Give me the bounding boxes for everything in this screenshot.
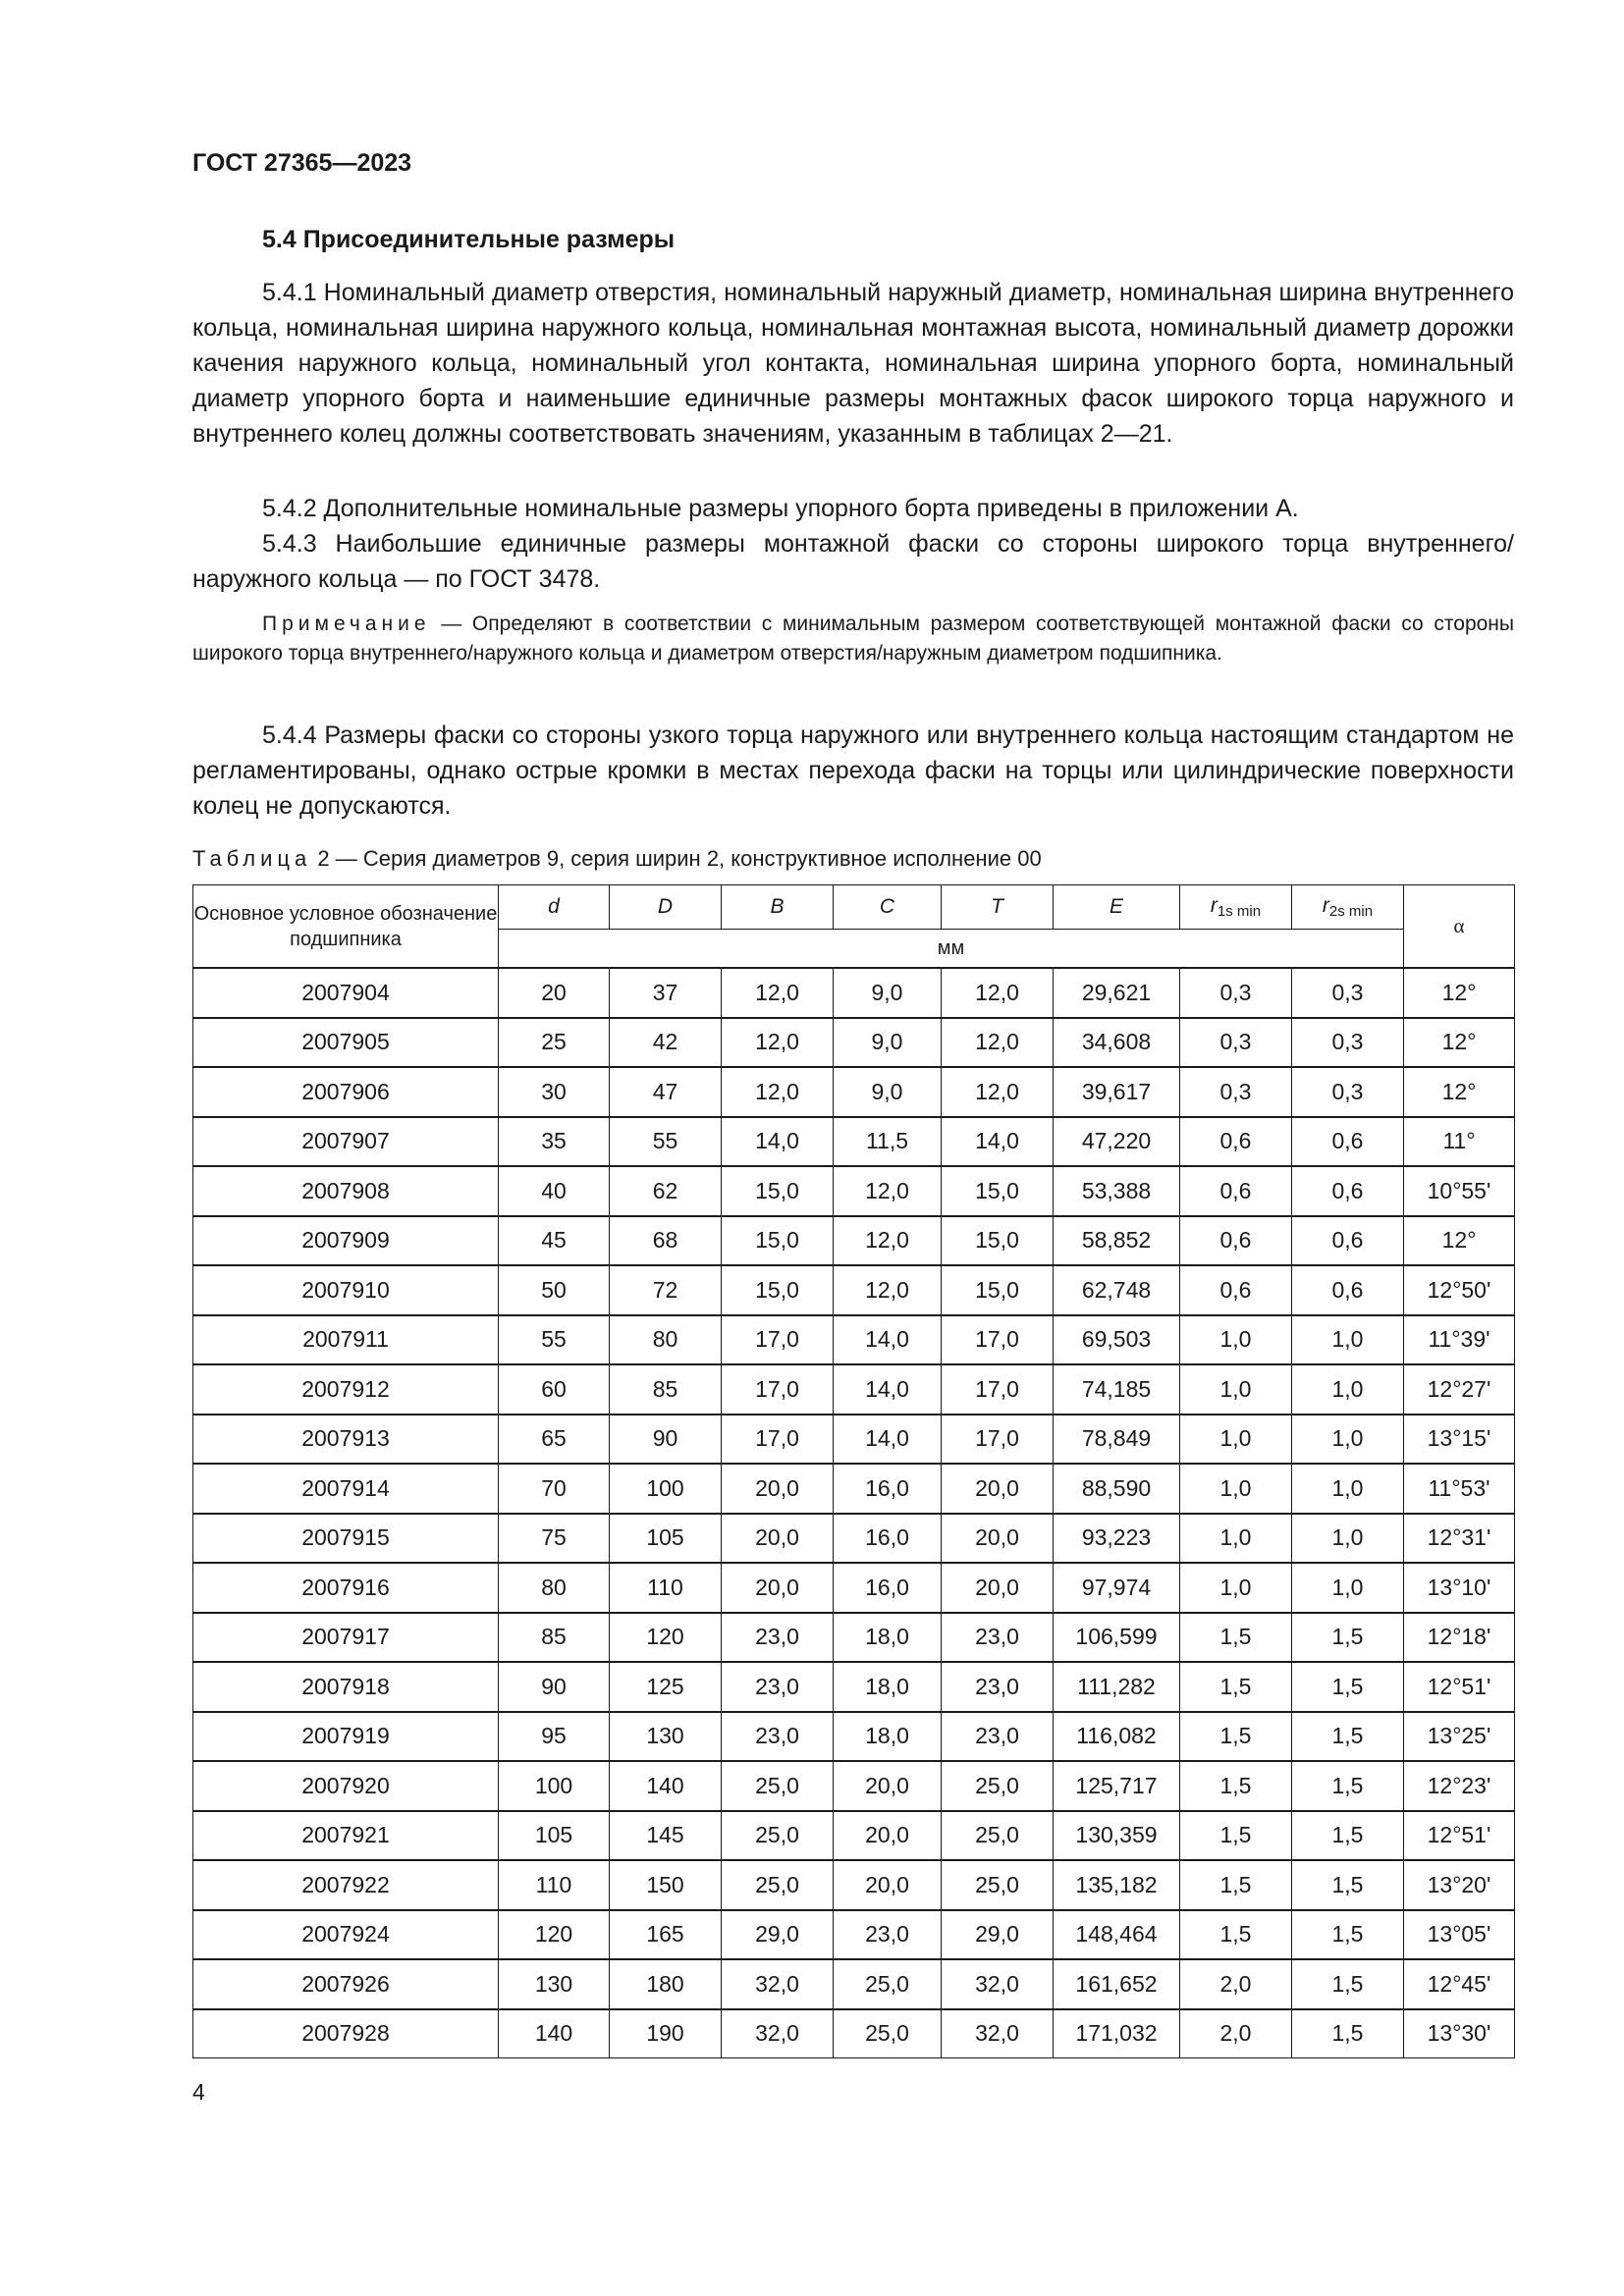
cell-E: 161,652 bbox=[1054, 1959, 1180, 2009]
cell-d: 65 bbox=[499, 1415, 610, 1465]
cell-T: 20,0 bbox=[942, 1464, 1054, 1514]
table-row bbox=[193, 1959, 1515, 2009]
cell-T: 12,0 bbox=[942, 968, 1054, 1018]
cell-r1s-min: 1,0 bbox=[1180, 1415, 1292, 1465]
cell-d: 95 bbox=[499, 1712, 610, 1762]
cell-r2s-min: 1,5 bbox=[1292, 1613, 1404, 1663]
cell-C: 18,0 bbox=[834, 1712, 942, 1762]
cell-C: 18,0 bbox=[834, 1662, 942, 1712]
paragraph-5-4-3: 5.4.3 Наибольшие единичные размеры монтажной фаски со стороны широкого торца внутреннего/наружного кольца — по ГОСТ 3478. bbox=[192, 530, 1514, 593]
cell-E: 62,748 bbox=[1054, 1265, 1180, 1315]
cell-T: 23,0 bbox=[942, 1712, 1054, 1762]
cell-C: 20,0 bbox=[834, 1761, 942, 1811]
cell-r1s-min: 1,0 bbox=[1180, 1315, 1292, 1365]
cell-alpha: 12°27' bbox=[1404, 1364, 1515, 1415]
cell-E: 106,599 bbox=[1054, 1613, 1180, 1663]
table-row bbox=[193, 968, 1515, 1018]
cell-D: 42 bbox=[610, 1018, 722, 1068]
cell-r1s-min: 2,0 bbox=[1180, 2009, 1292, 2058]
cell-designation: 2007922 bbox=[193, 1860, 499, 1910]
cell-C: 25,0 bbox=[834, 1959, 942, 2009]
cell-D: 85 bbox=[610, 1364, 722, 1415]
cell-B: 17,0 bbox=[722, 1364, 834, 1415]
cell-C: 14,0 bbox=[834, 1415, 942, 1465]
cell-T: 14,0 bbox=[942, 1117, 1054, 1167]
cell-B: 15,0 bbox=[722, 1265, 834, 1315]
table-row bbox=[193, 1018, 1515, 1068]
cell-r1s-min: 0,3 bbox=[1180, 1067, 1292, 1117]
cell-D: 62 bbox=[610, 1166, 722, 1216]
cell-alpha: 12°18' bbox=[1404, 1613, 1515, 1663]
cell-alpha: 13°10' bbox=[1404, 1563, 1515, 1613]
cell-d: 70 bbox=[499, 1464, 610, 1514]
cell-d: 25 bbox=[499, 1018, 610, 1068]
cell-r1s-min: 0,3 bbox=[1180, 1018, 1292, 1068]
cell-d: 45 bbox=[499, 1216, 610, 1266]
table-caption bbox=[192, 846, 1042, 872]
cell-C: 12,0 bbox=[834, 1166, 942, 1216]
cell-E: 135,182 bbox=[1054, 1860, 1180, 1910]
cell-alpha: 12° bbox=[1404, 1067, 1515, 1117]
cell-T: 25,0 bbox=[942, 1860, 1054, 1910]
cell-E: 78,849 bbox=[1054, 1415, 1180, 1465]
cell-d: 120 bbox=[499, 1910, 610, 1960]
table-caption-text: 2 — Серия диаметров 9, серия ширин 2, конструктивное исполнение 00 bbox=[311, 846, 1042, 871]
note-label: Примечание bbox=[262, 613, 431, 635]
cell-D: 105 bbox=[610, 1514, 722, 1564]
cell-r2s-min: 1,5 bbox=[1292, 2009, 1404, 2058]
cell-B: 23,0 bbox=[722, 1712, 834, 1762]
cell-C: 16,0 bbox=[834, 1563, 942, 1613]
cell-designation: 2007917 bbox=[193, 1613, 499, 1663]
cell-E: 116,082 bbox=[1054, 1712, 1180, 1762]
cell-d: 85 bbox=[499, 1613, 610, 1663]
col-header-E: E bbox=[1054, 885, 1180, 930]
cell-r2s-min: 1,5 bbox=[1292, 1860, 1404, 1910]
cell-d: 140 bbox=[499, 2009, 610, 2058]
section-title: 5.4 Присоединительные размеры bbox=[262, 226, 676, 253]
cell-d: 60 bbox=[499, 1364, 610, 1415]
cell-alpha: 12°51' bbox=[1404, 1662, 1515, 1712]
cell-C: 20,0 bbox=[834, 1811, 942, 1861]
cell-E: 88,590 bbox=[1054, 1464, 1180, 1514]
cell-T: 20,0 bbox=[942, 1563, 1054, 1613]
cell-alpha: 13°15' bbox=[1404, 1415, 1515, 1465]
cell-B: 29,0 bbox=[722, 1910, 834, 1960]
cell-C: 25,0 bbox=[834, 2009, 942, 2058]
cell-T: 23,0 bbox=[942, 1613, 1054, 1663]
cell-B: 15,0 bbox=[722, 1216, 834, 1266]
cell-alpha: 13°25' bbox=[1404, 1712, 1515, 1762]
cell-D: 72 bbox=[610, 1265, 722, 1315]
cell-d: 90 bbox=[499, 1662, 610, 1712]
cell-D: 55 bbox=[610, 1117, 722, 1167]
note-text: — Определяют в соответствии с минимальным размером соответствующей монтажной фаски со стороны широкого торца внутреннего/наружного кольца и диаметром отверстия/наружным диаметром подшипника. bbox=[192, 613, 1514, 665]
cell-D: 100 bbox=[610, 1464, 722, 1514]
cell-D: 145 bbox=[610, 1811, 722, 1861]
cell-d: 130 bbox=[499, 1959, 610, 2009]
table-body bbox=[193, 968, 1515, 2058]
r2-symbol: r bbox=[1322, 894, 1329, 917]
cell-r2s-min: 1,0 bbox=[1292, 1315, 1404, 1365]
cell-C: 9,0 bbox=[834, 968, 942, 1018]
cell-B: 12,0 bbox=[722, 1018, 834, 1068]
cell-alpha: 13°05' bbox=[1404, 1910, 1515, 1960]
cell-r2s-min: 1,5 bbox=[1292, 1761, 1404, 1811]
cell-D: 140 bbox=[610, 1761, 722, 1811]
table-row bbox=[193, 1464, 1515, 1514]
cell-d: 40 bbox=[499, 1166, 610, 1216]
cell-r1s-min: 2,0 bbox=[1180, 1959, 1292, 2009]
cell-D: 150 bbox=[610, 1860, 722, 1910]
cell-r1s-min: 0,6 bbox=[1180, 1166, 1292, 1216]
cell-B: 12,0 bbox=[722, 968, 834, 1018]
cell-C: 14,0 bbox=[834, 1364, 942, 1415]
table-row bbox=[193, 1067, 1515, 1117]
units-header: мм bbox=[499, 930, 1404, 969]
col-header-B: B bbox=[722, 885, 834, 930]
cell-B: 20,0 bbox=[722, 1464, 834, 1514]
cell-B: 25,0 bbox=[722, 1860, 834, 1910]
table-row bbox=[193, 1662, 1515, 1712]
cell-E: 171,032 bbox=[1054, 2009, 1180, 2058]
cell-E: 111,282 bbox=[1054, 1662, 1180, 1712]
cell-E: 97,974 bbox=[1054, 1563, 1180, 1613]
cell-E: 125,717 bbox=[1054, 1761, 1180, 1811]
cell-r1s-min: 1,0 bbox=[1180, 1364, 1292, 1415]
cell-r1s-min: 1,0 bbox=[1180, 1563, 1292, 1613]
cell-alpha: 12°31' bbox=[1404, 1514, 1515, 1564]
cell-C: 16,0 bbox=[834, 1514, 942, 1564]
cell-B: 17,0 bbox=[722, 1315, 834, 1365]
cell-d: 100 bbox=[499, 1761, 610, 1811]
cell-r1s-min: 1,0 bbox=[1180, 1514, 1292, 1564]
table-caption-label: Таблица bbox=[192, 846, 312, 871]
document-header: ГОСТ 27365—2023 bbox=[192, 149, 412, 177]
cell-designation: 2007910 bbox=[193, 1265, 499, 1315]
table-row bbox=[193, 1364, 1515, 1415]
cell-E: 39,617 bbox=[1054, 1067, 1180, 1117]
cell-r1s-min: 0,6 bbox=[1180, 1117, 1292, 1167]
cell-r2s-min: 1,0 bbox=[1292, 1563, 1404, 1613]
paragraph-5-4-2: 5.4.2 Дополнительные номинальные размеры упорного борта приведены в приложении А. bbox=[262, 495, 1299, 522]
cell-B: 25,0 bbox=[722, 1761, 834, 1811]
cell-B: 23,0 bbox=[722, 1662, 834, 1712]
cell-B: 14,0 bbox=[722, 1117, 834, 1167]
cell-C: 18,0 bbox=[834, 1613, 942, 1663]
col-header-alpha: α bbox=[1404, 885, 1515, 969]
table-row bbox=[193, 1265, 1515, 1315]
cell-r1s-min: 1,5 bbox=[1180, 1761, 1292, 1811]
cell-T: 17,0 bbox=[942, 1415, 1054, 1465]
cell-alpha: 10°55' bbox=[1404, 1166, 1515, 1216]
r1-subscript: 1s min bbox=[1217, 903, 1262, 920]
cell-C: 16,0 bbox=[834, 1464, 942, 1514]
cell-r1s-min: 1,5 bbox=[1180, 1712, 1292, 1762]
cell-C: 11,5 bbox=[834, 1117, 942, 1167]
cell-r1s-min: 1,5 bbox=[1180, 1811, 1292, 1861]
cell-C: 20,0 bbox=[834, 1860, 942, 1910]
cell-designation: 2007916 bbox=[193, 1563, 499, 1613]
cell-T: 12,0 bbox=[942, 1067, 1054, 1117]
cell-alpha: 12° bbox=[1404, 1018, 1515, 1068]
cell-T: 23,0 bbox=[942, 1662, 1054, 1712]
cell-E: 34,608 bbox=[1054, 1018, 1180, 1068]
cell-alpha: 13°30' bbox=[1404, 2009, 1515, 2058]
table-row bbox=[193, 1117, 1515, 1167]
cell-D: 125 bbox=[610, 1662, 722, 1712]
col-header-T: T bbox=[942, 885, 1054, 930]
r1-symbol: r bbox=[1210, 894, 1218, 917]
cell-T: 17,0 bbox=[942, 1315, 1054, 1365]
table-header-row bbox=[193, 885, 1515, 930]
cell-designation: 2007928 bbox=[193, 2009, 499, 2058]
cell-B: 20,0 bbox=[722, 1514, 834, 1564]
cell-designation: 2007904 bbox=[193, 968, 499, 1018]
cell-D: 180 bbox=[610, 1959, 722, 2009]
paragraph-5-4-1: 5.4.1 Номинальный диаметр отверстия, номинальный наружный диаметр, номинальная ширина внутреннего кольца, номинальная ширина наружного кольца, номинальная монтажная высота, номинальный диаметр дорожки качения наружного кольца, номинальный угол контакта, номинальная ширина упорного борта, номинальный диаметр упорного борта и наименьшие единичные размеры монтажных фасок широкого торца наружного и внутреннего колец должны соответствовать значениям, указанным в таблицах 2—21. bbox=[192, 279, 1514, 448]
cell-B: 12,0 bbox=[722, 1067, 834, 1117]
cell-alpha: 12°45' bbox=[1404, 1959, 1515, 2009]
cell-designation: 2007926 bbox=[193, 1959, 499, 2009]
cell-r2s-min: 0,6 bbox=[1292, 1216, 1404, 1266]
cell-alpha: 12° bbox=[1404, 1216, 1515, 1266]
col-header-D: D bbox=[610, 885, 722, 930]
cell-B: 32,0 bbox=[722, 2009, 834, 2058]
cell-B: 17,0 bbox=[722, 1415, 834, 1465]
cell-C: 12,0 bbox=[834, 1265, 942, 1315]
cell-r2s-min: 1,5 bbox=[1292, 1959, 1404, 2009]
page-number: 4 bbox=[192, 2079, 205, 2105]
cell-designation: 2007913 bbox=[193, 1415, 499, 1465]
cell-r2s-min: 1,0 bbox=[1292, 1464, 1404, 1514]
cell-C: 23,0 bbox=[834, 1910, 942, 1960]
cell-C: 9,0 bbox=[834, 1018, 942, 1068]
cell-alpha: 11° bbox=[1404, 1117, 1515, 1167]
cell-r1s-min: 1,5 bbox=[1180, 1613, 1292, 1663]
cell-r2s-min: 1,0 bbox=[1292, 1415, 1404, 1465]
cell-T: 20,0 bbox=[942, 1514, 1054, 1564]
cell-alpha: 11°39' bbox=[1404, 1315, 1515, 1365]
cell-B: 23,0 bbox=[722, 1613, 834, 1663]
cell-r2s-min: 0,6 bbox=[1292, 1166, 1404, 1216]
table-row bbox=[193, 1415, 1515, 1465]
cell-r1s-min: 0,6 bbox=[1180, 1216, 1292, 1266]
cell-designation: 2007906 bbox=[193, 1067, 499, 1117]
cell-designation: 2007921 bbox=[193, 1811, 499, 1861]
cell-E: 29,621 bbox=[1054, 968, 1180, 1018]
cell-D: 68 bbox=[610, 1216, 722, 1266]
bearing-dimensions-table bbox=[192, 884, 1515, 2058]
cell-designation: 2007907 bbox=[193, 1117, 499, 1167]
cell-T: 29,0 bbox=[942, 1910, 1054, 1960]
cell-T: 17,0 bbox=[942, 1364, 1054, 1415]
cell-r2s-min: 1,5 bbox=[1292, 1811, 1404, 1861]
cell-E: 148,464 bbox=[1054, 1910, 1180, 1960]
cell-B: 32,0 bbox=[722, 1959, 834, 2009]
cell-designation: 2007905 bbox=[193, 1018, 499, 1068]
cell-E: 74,185 bbox=[1054, 1364, 1180, 1415]
cell-r1s-min: 1,5 bbox=[1180, 1860, 1292, 1910]
cell-B: 25,0 bbox=[722, 1811, 834, 1861]
cell-designation: 2007920 bbox=[193, 1761, 499, 1811]
cell-d: 75 bbox=[499, 1514, 610, 1564]
cell-designation: 2007915 bbox=[193, 1514, 499, 1564]
cell-T: 15,0 bbox=[942, 1265, 1054, 1315]
cell-r2s-min: 1,0 bbox=[1292, 1514, 1404, 1564]
cell-r2s-min: 0,6 bbox=[1292, 1117, 1404, 1167]
cell-C: 12,0 bbox=[834, 1216, 942, 1266]
designation-header: Основное условное обозначение подшипника bbox=[193, 885, 499, 969]
col-header-r1s-min bbox=[1180, 885, 1292, 930]
cell-T: 32,0 bbox=[942, 2009, 1054, 2058]
cell-T: 15,0 bbox=[942, 1216, 1054, 1266]
cell-T: 12,0 bbox=[942, 1018, 1054, 1068]
note bbox=[192, 610, 1514, 668]
cell-C: 14,0 bbox=[834, 1315, 942, 1365]
cell-r2s-min: 0,6 bbox=[1292, 1265, 1404, 1315]
cell-designation: 2007909 bbox=[193, 1216, 499, 1266]
cell-D: 37 bbox=[610, 968, 722, 1018]
cell-r2s-min: 0,3 bbox=[1292, 1018, 1404, 1068]
cell-r2s-min: 1,5 bbox=[1292, 1712, 1404, 1762]
cell-r1s-min: 1,0 bbox=[1180, 1464, 1292, 1514]
cell-E: 130,359 bbox=[1054, 1811, 1180, 1861]
table-row bbox=[193, 1514, 1515, 1564]
cell-alpha: 11°53' bbox=[1404, 1464, 1515, 1514]
table-row bbox=[193, 1860, 1515, 1910]
cell-C: 9,0 bbox=[834, 1067, 942, 1117]
table-row bbox=[193, 1563, 1515, 1613]
cell-T: 25,0 bbox=[942, 1761, 1054, 1811]
cell-T: 15,0 bbox=[942, 1166, 1054, 1216]
cell-r1s-min: 1,5 bbox=[1180, 1910, 1292, 1960]
cell-d: 105 bbox=[499, 1811, 610, 1861]
cell-designation: 2007912 bbox=[193, 1364, 499, 1415]
cell-d: 35 bbox=[499, 1117, 610, 1167]
cell-designation: 2007914 bbox=[193, 1464, 499, 1514]
cell-D: 80 bbox=[610, 1315, 722, 1365]
cell-alpha: 12°50' bbox=[1404, 1265, 1515, 1315]
cell-d: 20 bbox=[499, 968, 610, 1018]
table-row bbox=[193, 1166, 1515, 1216]
cell-D: 130 bbox=[610, 1712, 722, 1762]
cell-alpha: 12°23' bbox=[1404, 1761, 1515, 1811]
cell-r2s-min: 0,3 bbox=[1292, 1067, 1404, 1117]
cell-r2s-min: 0,3 bbox=[1292, 968, 1404, 1018]
cell-E: 53,388 bbox=[1054, 1166, 1180, 1216]
cell-designation: 2007911 bbox=[193, 1315, 499, 1365]
cell-d: 30 bbox=[499, 1067, 610, 1117]
cell-r2s-min: 1,5 bbox=[1292, 1910, 1404, 1960]
cell-B: 20,0 bbox=[722, 1563, 834, 1613]
cell-D: 165 bbox=[610, 1910, 722, 1960]
cell-r1s-min: 1,5 bbox=[1180, 1662, 1292, 1712]
cell-E: 47,220 bbox=[1054, 1117, 1180, 1167]
cell-E: 69,503 bbox=[1054, 1315, 1180, 1365]
cell-D: 47 bbox=[610, 1067, 722, 1117]
r2-subscript: 2s min bbox=[1328, 903, 1374, 920]
col-header-C: C bbox=[834, 885, 942, 930]
cell-d: 50 bbox=[499, 1265, 610, 1315]
cell-E: 58,852 bbox=[1054, 1216, 1180, 1266]
cell-alpha: 12° bbox=[1404, 968, 1515, 1018]
cell-d: 55 bbox=[499, 1315, 610, 1365]
table-row bbox=[193, 1315, 1515, 1365]
cell-E: 93,223 bbox=[1054, 1514, 1180, 1564]
cell-B: 15,0 bbox=[722, 1166, 834, 1216]
cell-T: 32,0 bbox=[942, 1959, 1054, 2009]
cell-r2s-min: 1,0 bbox=[1292, 1364, 1404, 1415]
cell-alpha: 12°51' bbox=[1404, 1811, 1515, 1861]
cell-alpha: 13°20' bbox=[1404, 1860, 1515, 1910]
table-row bbox=[193, 1613, 1515, 1663]
cell-designation: 2007919 bbox=[193, 1712, 499, 1762]
table-row bbox=[193, 1811, 1515, 1861]
cell-d: 110 bbox=[499, 1860, 610, 1910]
table-row bbox=[193, 2009, 1515, 2058]
paragraph-5-4-4: 5.4.4 Размеры фаски со стороны узкого торца наружного или внутреннего кольца настоящим стандартом не регламентированы, однако острые кромки в местах перехода фаски на торцы или цилиндрические поверхности колец не допускаются. bbox=[192, 721, 1514, 820]
cell-r1s-min: 0,6 bbox=[1180, 1265, 1292, 1315]
cell-r1s-min: 0,3 bbox=[1180, 968, 1292, 1018]
cell-designation: 2007908 bbox=[193, 1166, 499, 1216]
cell-D: 190 bbox=[610, 2009, 722, 2058]
cell-r2s-min: 1,5 bbox=[1292, 1662, 1404, 1712]
cell-designation: 2007918 bbox=[193, 1662, 499, 1712]
table-row bbox=[193, 1761, 1515, 1811]
cell-d: 80 bbox=[499, 1563, 610, 1613]
table-row bbox=[193, 1712, 1515, 1762]
col-header-r2s-min bbox=[1292, 885, 1404, 930]
cell-T: 25,0 bbox=[942, 1811, 1054, 1861]
col-header-d: d bbox=[499, 885, 610, 930]
cell-D: 120 bbox=[610, 1613, 722, 1663]
table-row bbox=[193, 1910, 1515, 1960]
cell-designation: 2007924 bbox=[193, 1910, 499, 1960]
cell-D: 90 bbox=[610, 1415, 722, 1465]
table-row bbox=[193, 1216, 1515, 1266]
cell-D: 110 bbox=[610, 1563, 722, 1613]
